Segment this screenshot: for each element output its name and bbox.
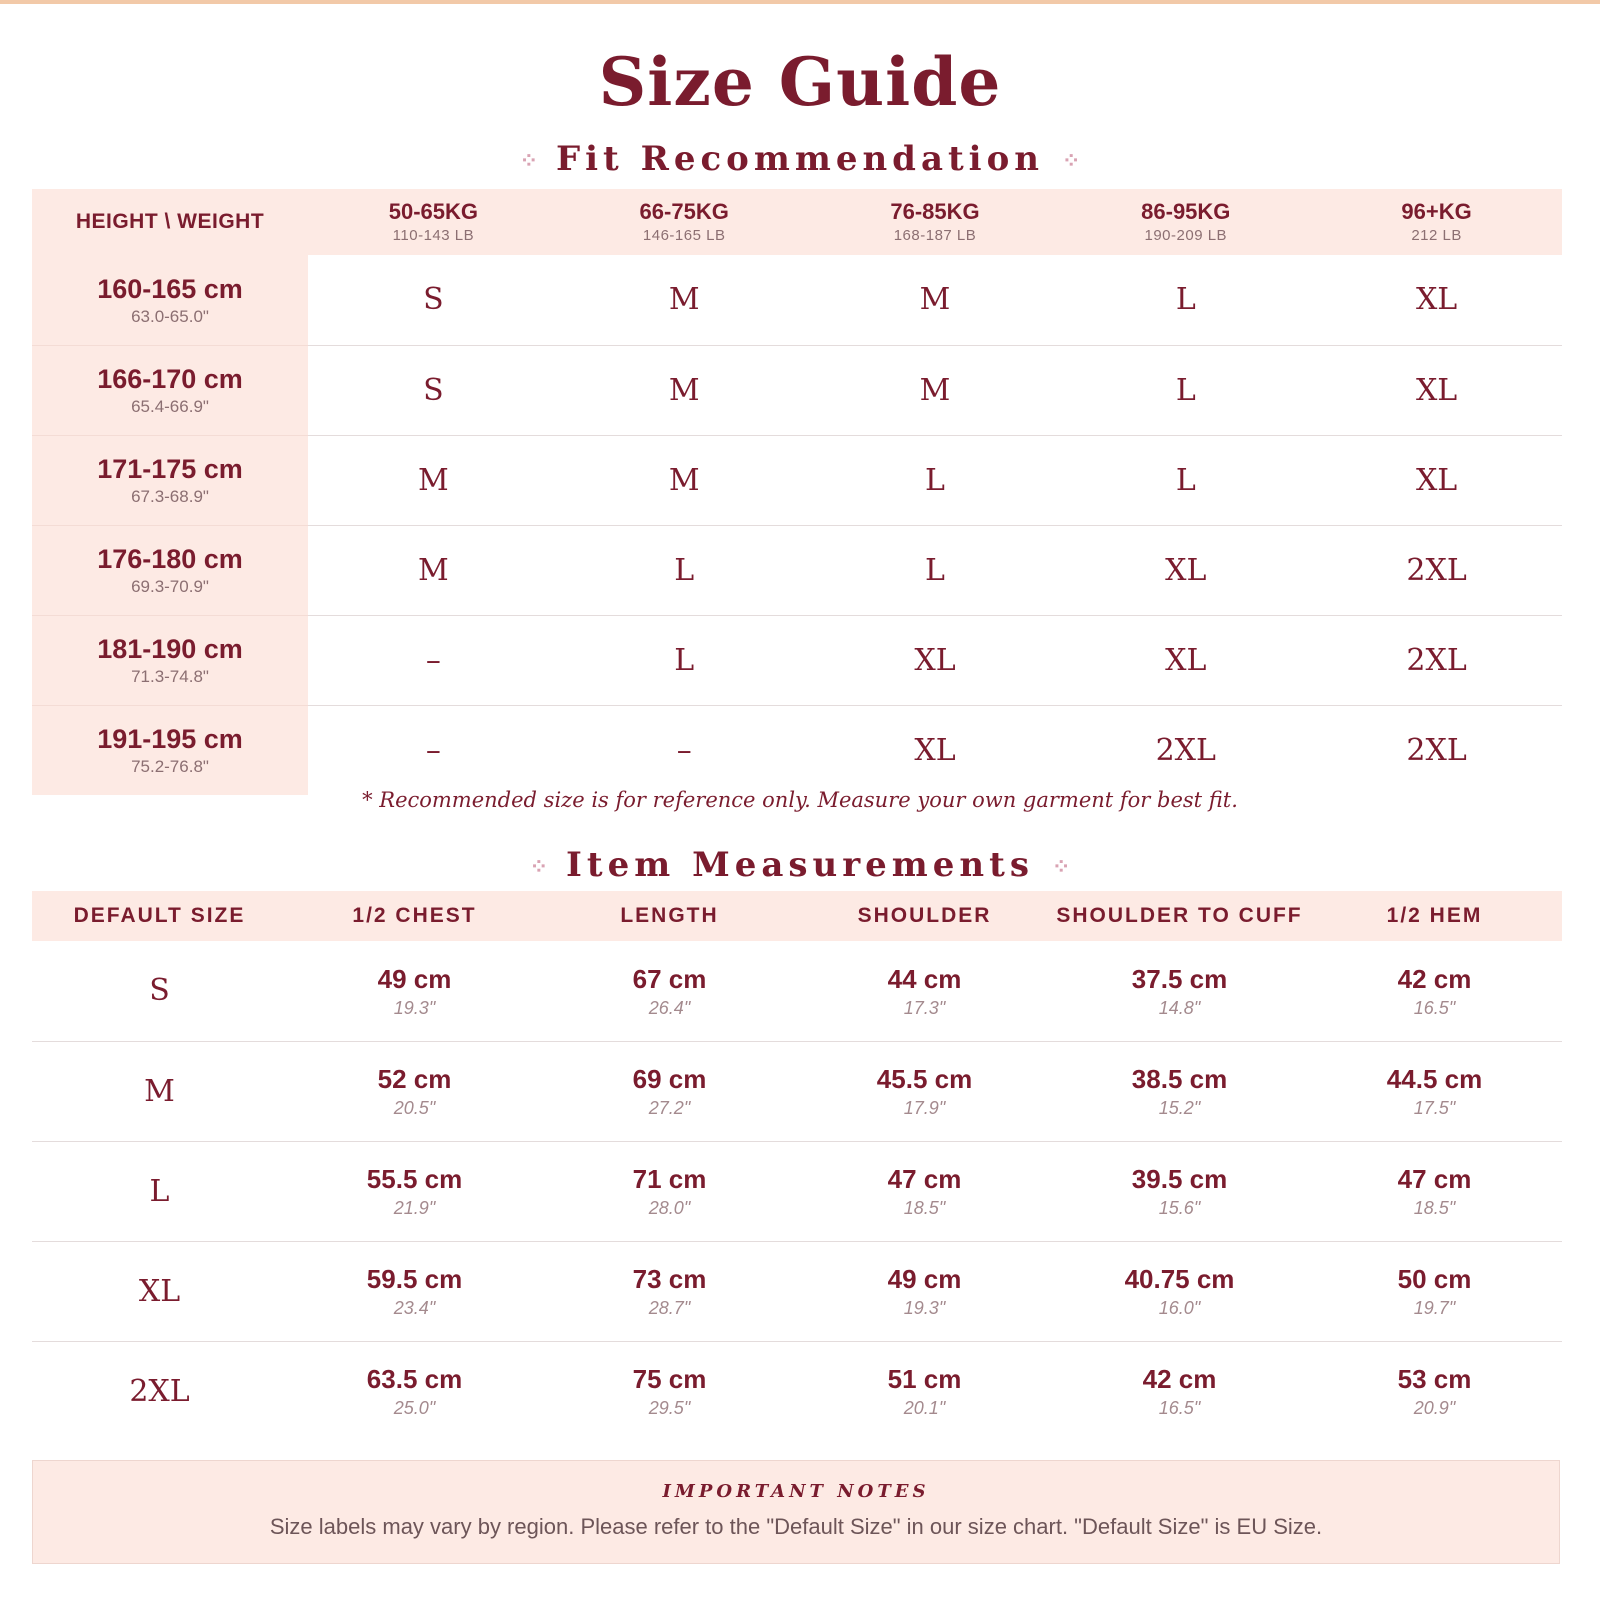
measurement-column-header: DEFAULT SIZE [32, 891, 287, 941]
measurement-row [32, 1141, 1562, 1241]
measurement-cm-value: 49 cm [887, 1264, 962, 1294]
measurement-inch-value: 28.0" [648, 1198, 691, 1218]
weight-lb-label: 212 LB [1411, 227, 1462, 244]
measurement-column-header: SHOULDER TO CUFF [1052, 891, 1307, 941]
recommended-size-cell: L [1060, 255, 1311, 345]
measurement-inch-value: 15.6" [1158, 1198, 1201, 1218]
height-cm-label: 181-190 cm [97, 634, 243, 664]
measurement-inch-value: 16.0" [1158, 1298, 1201, 1318]
weight-column-header [810, 189, 1061, 255]
measurement-inch-value: 19.3" [903, 1298, 946, 1318]
ornament-right-icon: ⁘ [1051, 854, 1071, 880]
recommended-size-cell: 2XL [1311, 525, 1562, 615]
measurement-cell [1052, 1141, 1307, 1241]
recommended-size-cell: XL [1311, 345, 1562, 435]
weight-column-header [308, 189, 559, 255]
measurement-inch-value: 17.3" [903, 997, 946, 1018]
ornament-left-icon: ⁘ [519, 148, 538, 174]
measurement-cm-value: 59.5 cm [366, 1264, 463, 1294]
height-cm-label: 176-180 cm [97, 544, 243, 574]
item-measurements-heading [0, 843, 1600, 889]
measurement-cell [797, 1241, 1052, 1341]
measurement-cm-value: 40.75 cm [1124, 1264, 1235, 1294]
measurement-inch-value: 29.5" [648, 1398, 691, 1419]
fit-recommendation-heading [0, 137, 1600, 183]
measurement-row [32, 1041, 1562, 1141]
measurement-cell [1052, 1041, 1307, 1141]
fit-row [32, 435, 1562, 525]
measurement-inch-value: 16.5" [1413, 997, 1456, 1018]
measurement-cell [1307, 1041, 1562, 1141]
height-row-header [32, 435, 308, 525]
measurement-cm-value: 47 cm [887, 1164, 962, 1194]
measurement-cell [542, 1341, 797, 1441]
recommended-size-cell: M [810, 345, 1061, 435]
fit-recommendation-table [32, 189, 1562, 795]
measurement-cm-value: 47 cm [1397, 1164, 1472, 1194]
measurement-cm-value: 63.5 cm [366, 1364, 463, 1395]
measurement-cell [797, 1041, 1052, 1141]
measurement-cm-value: 69 cm [632, 1064, 707, 1094]
recommended-size-cell: L [559, 615, 810, 705]
recommended-size-cell: M [559, 345, 810, 435]
measurement-cell [1307, 1341, 1562, 1441]
measurement-cell [542, 1241, 797, 1341]
measurement-inch-value: 28.7" [648, 1298, 691, 1318]
weight-column-header [1060, 189, 1311, 255]
weight-lb-label: 190-209 LB [1144, 227, 1228, 244]
measurement-row [32, 941, 1562, 1041]
default-size-cell: S [32, 941, 287, 1041]
measurement-cell [287, 1041, 542, 1141]
recommended-size-cell: 2XL [1311, 615, 1562, 705]
measurement-cm-value: 52 cm [377, 1064, 452, 1094]
measurement-row [32, 1341, 1562, 1441]
recommended-size-cell: L [559, 525, 810, 615]
measurement-cm-value: 44.5 cm [1386, 1064, 1483, 1094]
height-row-header [32, 705, 308, 795]
height-inch-label: 75.2-76.8" [131, 757, 209, 777]
recommended-size-cell: XL [1311, 435, 1562, 525]
height-inch-label: 63.0-65.0" [131, 306, 209, 326]
recommended-size-cell: XL [1311, 255, 1562, 345]
page-title: Size Guide [598, 43, 1002, 121]
measurement-cell [287, 1241, 542, 1341]
measurement-cell [1307, 941, 1562, 1041]
default-size-cell: XL [32, 1241, 287, 1341]
measurement-cell [287, 1341, 542, 1441]
measurement-inch-value: 17.5" [1413, 1098, 1456, 1118]
recommended-size-cell: L [810, 435, 1061, 525]
fit-row [32, 345, 1562, 435]
measurement-cell [797, 1341, 1052, 1441]
height-row-header [32, 525, 308, 615]
measurement-cell [797, 1141, 1052, 1241]
measurement-inch-value: 18.5" [903, 1198, 946, 1218]
measurement-inch-value: 20.5" [393, 1098, 436, 1118]
recommended-size-cell: S [308, 345, 559, 435]
measurement-cell [797, 941, 1052, 1041]
fit-row [32, 525, 1562, 615]
measurement-column-header: 1/2 HEM [1307, 891, 1562, 941]
measurement-cell [287, 941, 542, 1041]
measurement-inch-value: 15.2" [1158, 1098, 1201, 1118]
weight-kg-label: 96+KG [1401, 199, 1472, 224]
measurements-header-row [32, 891, 1562, 941]
measurement-cell [1052, 1241, 1307, 1341]
default-size-cell: 2XL [129, 1373, 190, 1409]
weight-column-header [1311, 189, 1562, 255]
measurement-cm-value: 44 cm [887, 963, 962, 994]
recommended-size-cell: XL [810, 615, 1061, 705]
measurement-cm-value: 75 cm [632, 1364, 707, 1395]
weight-lb-label: 168-187 LB [893, 227, 977, 244]
height-cm-label: 166-170 cm [97, 364, 243, 394]
measurement-inch-value: 18.5" [1413, 1198, 1456, 1218]
measurement-cell [542, 1041, 797, 1141]
measurement-cm-value: 73 cm [632, 1264, 707, 1294]
recommended-size-cell: XL [1060, 525, 1311, 615]
measurement-inch-value: 14.8" [1158, 997, 1201, 1018]
weight-kg-label: 66-75KG [639, 199, 729, 224]
height-weight-header: HEIGHT \ WEIGHT [32, 189, 308, 255]
height-row-header [32, 255, 308, 345]
fit-recommendation-title: Fit Recommendation [556, 139, 1044, 179]
recommended-size-cell: XL [1060, 615, 1311, 705]
measurement-inch-value: 19.3" [393, 997, 436, 1018]
measurement-cell [1307, 1241, 1562, 1341]
measurement-inch-value: 23.4" [393, 1298, 436, 1318]
recommended-size-cell: L [810, 525, 1061, 615]
default-size-cell: M [32, 1041, 287, 1141]
weight-lb-label: 146-165 LB [642, 227, 726, 244]
weight-kg-label: 50-65KG [388, 199, 479, 224]
ornament-right-icon: ⁘ [1062, 148, 1081, 174]
measurement-cm-value: 53 cm [1397, 1364, 1472, 1395]
measurement-inch-value: 20.1" [903, 1398, 946, 1419]
recommended-size-cell: – [676, 732, 692, 768]
measurement-inch-value: 19.7" [1413, 1298, 1456, 1318]
measurement-column-header: 1/2 CHEST [287, 891, 542, 941]
measurement-inch-value: 16.5" [1158, 1398, 1201, 1419]
measurement-cell [287, 1141, 542, 1241]
weight-column-header [559, 189, 810, 255]
measurement-inch-value: 21.9" [393, 1198, 436, 1218]
measurement-cm-value: 49 cm [377, 963, 452, 994]
recommended-size-cell: M [308, 525, 559, 615]
height-row-header [32, 345, 308, 435]
measurement-cm-value: 51 cm [887, 1364, 962, 1395]
fit-header-row [32, 189, 1562, 255]
recommended-size-cell: – [425, 732, 441, 768]
height-inch-label: 65.4-66.9" [131, 397, 209, 416]
measurement-inch-value: 17.9" [903, 1098, 946, 1118]
item-measurements-table [32, 891, 1562, 1441]
height-inch-label: 67.3-68.9" [131, 487, 209, 506]
measurement-column-header: SHOULDER [797, 891, 1052, 941]
measurement-inch-value: 20.9" [1413, 1398, 1456, 1419]
height-cm-label: 160-165 cm [97, 273, 243, 304]
recommended-size-cell: M [308, 435, 559, 525]
height-inch-label: 71.3-74.8" [131, 667, 209, 686]
height-row-header [32, 615, 308, 705]
measurement-cm-value: 38.5 cm [1131, 1064, 1228, 1094]
measurement-inch-value: 25.0" [393, 1398, 436, 1419]
height-cm-label: 171-175 cm [97, 454, 243, 484]
measurement-cm-value: 42 cm [1397, 963, 1472, 994]
recommended-size-cell: S [308, 255, 559, 345]
recommended-size-cell: XL [914, 732, 956, 768]
measurement-cm-value: 50 cm [1397, 1264, 1472, 1294]
fit-row [32, 705, 1562, 795]
recommended-size-cell: M [810, 255, 1061, 345]
measurement-cm-value: 42 cm [1142, 1364, 1217, 1395]
fit-row [32, 615, 1562, 705]
measurement-cell [542, 1141, 797, 1241]
recommended-size-cell: 2XL [1155, 732, 1216, 768]
height-cm-label: 191-195 cm [97, 724, 243, 755]
important-notes-text: Size labels may vary by region. Please refer to the "Default Size" in our size chart. "Default Size" is EU Size. [269, 1514, 1323, 1539]
recommended-size-cell: L [1060, 345, 1311, 435]
item-measurements-title: Item Measurements [566, 845, 1034, 885]
height-inch-label: 69.3-70.9" [131, 577, 209, 596]
measurement-inch-value: 27.2" [648, 1098, 691, 1118]
measurement-cell [1052, 1341, 1307, 1441]
measurement-cm-value: 45.5 cm [876, 1064, 973, 1094]
measurement-row [32, 1241, 1562, 1341]
measurement-cell [542, 941, 797, 1041]
recommended-size-cell: L [1060, 435, 1311, 525]
recommended-size-cell: M [559, 255, 810, 345]
default-size-cell: L [32, 1141, 287, 1241]
reference-note: * Recommended size is for reference only. Measure your own garment for best fit. [362, 788, 1238, 812]
measurement-cell [1307, 1141, 1562, 1241]
measurement-cell [1052, 941, 1307, 1041]
important-notes-box [32, 1460, 1560, 1564]
measurement-cm-value: 37.5 cm [1131, 963, 1228, 994]
weight-kg-label: 86-95KG [1141, 199, 1231, 224]
measurement-cm-value: 67 cm [632, 963, 707, 994]
recommended-size-cell: M [559, 435, 810, 525]
ornament-left-icon: ⁘ [529, 854, 549, 880]
measurement-inch-value: 26.4" [648, 997, 691, 1018]
measurement-cm-value: 71 cm [632, 1164, 707, 1194]
top-accent-line [0, 0, 1600, 4]
measurement-column-header: LENGTH [542, 891, 797, 941]
weight-kg-label: 76-85KG [890, 199, 980, 224]
important-notes-title: IMPORTANT NOTES [662, 1481, 930, 1502]
measurement-cm-value: 39.5 cm [1131, 1164, 1228, 1194]
recommended-size-cell: – [308, 615, 559, 705]
recommended-size-cell: 2XL [1406, 732, 1467, 768]
weight-lb-label: 110-143 LB [392, 227, 475, 244]
measurement-cm-value: 55.5 cm [366, 1164, 463, 1194]
fit-row [32, 255, 1562, 345]
